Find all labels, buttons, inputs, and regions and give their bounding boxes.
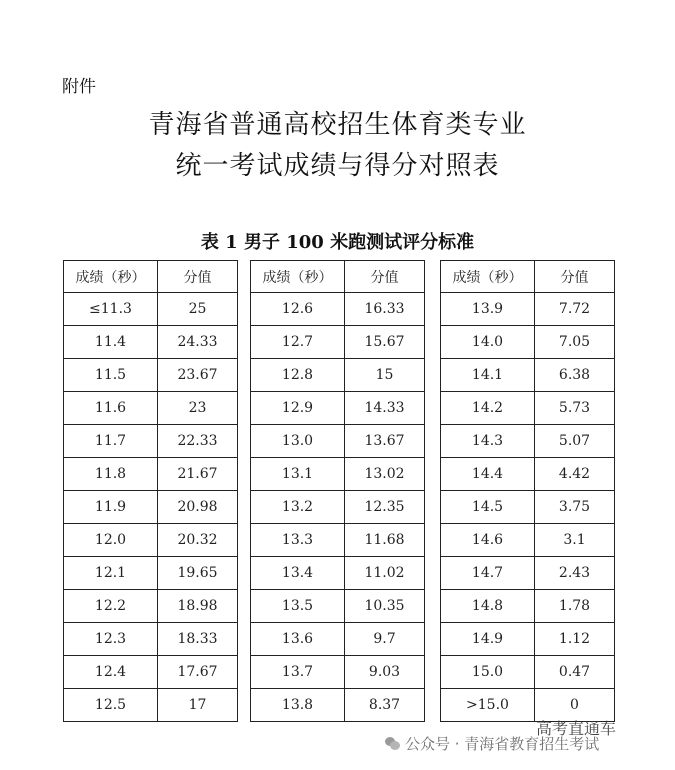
time-cell: 14.5 xyxy=(441,491,535,524)
time-cell: ≤11.3 xyxy=(64,293,158,326)
time-cell: 12.2 xyxy=(64,590,158,623)
table-row xyxy=(251,590,425,623)
score-cell: 1.12 xyxy=(535,623,615,656)
time-cell: 12.1 xyxy=(64,557,158,590)
table-row xyxy=(441,326,615,359)
score-table-part-2 xyxy=(250,260,425,722)
document-title-line2: 统一考试成绩与得分对照表 xyxy=(175,151,500,181)
score-table-part-1 xyxy=(63,260,238,722)
score-cell: 0.47 xyxy=(535,656,615,689)
score-cell: 23 xyxy=(158,392,238,425)
time-cell: 13.3 xyxy=(251,524,345,557)
score-cell: 22.33 xyxy=(158,425,238,458)
table-row xyxy=(64,590,238,623)
table-row xyxy=(251,623,425,656)
table-row xyxy=(64,326,238,359)
score-cell: 25 xyxy=(158,293,238,326)
time-cell: 13.6 xyxy=(251,623,345,656)
table-row xyxy=(441,425,615,458)
score-cell: 21.67 xyxy=(158,458,238,491)
table-row xyxy=(251,392,425,425)
score-cell: 8.37 xyxy=(345,689,425,722)
score-cell: 23.67 xyxy=(158,359,238,392)
time-cell: 14.7 xyxy=(441,557,535,590)
score-cell: 3.1 xyxy=(535,524,615,557)
time-cell: 14.3 xyxy=(441,425,535,458)
table-row xyxy=(441,491,615,524)
time-cell: 13.7 xyxy=(251,656,345,689)
time-cell: 12.0 xyxy=(64,524,158,557)
score-cell: 0 xyxy=(535,689,615,722)
score-cell: 15.67 xyxy=(345,326,425,359)
table-row xyxy=(64,689,238,722)
table-row xyxy=(251,293,425,326)
time-cell: 12.8 xyxy=(251,359,345,392)
header-time: 成绩（秒） xyxy=(64,261,158,293)
header-score: 分值 xyxy=(535,261,615,293)
score-cell: 9.7 xyxy=(345,623,425,656)
score-cell: 20.32 xyxy=(158,524,238,557)
table-row xyxy=(64,656,238,689)
time-cell: 13.0 xyxy=(251,425,345,458)
score-cell: 17.67 xyxy=(158,656,238,689)
score-cell: 12.35 xyxy=(345,491,425,524)
header-score: 分值 xyxy=(158,261,238,293)
table-header-row xyxy=(64,261,238,293)
time-cell: 12.9 xyxy=(251,392,345,425)
score-cell: 11.68 xyxy=(345,524,425,557)
header-time: 成绩（秒） xyxy=(251,261,345,293)
time-cell: 11.4 xyxy=(64,326,158,359)
table-row xyxy=(251,656,425,689)
table-row xyxy=(441,656,615,689)
table-row xyxy=(64,623,238,656)
score-cell: 4.42 xyxy=(535,458,615,491)
table-row xyxy=(251,425,425,458)
time-cell: 14.9 xyxy=(441,623,535,656)
watermark-text: 公众号 · 青海省教育招生考试 xyxy=(405,735,600,753)
score-cell: 3.75 xyxy=(535,491,615,524)
table-row xyxy=(251,689,425,722)
table-row xyxy=(64,359,238,392)
score-cell: 13.67 xyxy=(345,425,425,458)
score-cell: 10.35 xyxy=(345,590,425,623)
table-row xyxy=(64,392,238,425)
score-cell: 13.02 xyxy=(345,458,425,491)
time-cell: 12.7 xyxy=(251,326,345,359)
time-cell: 13.9 xyxy=(441,293,535,326)
table-row xyxy=(64,491,238,524)
score-cell: 6.38 xyxy=(535,359,615,392)
score-cell: 2.43 xyxy=(535,557,615,590)
time-cell: 11.6 xyxy=(64,392,158,425)
score-cell: 14.33 xyxy=(345,392,425,425)
document-title-line1: 青海省普通高校招生体育类专业 xyxy=(148,110,527,140)
table-row xyxy=(64,557,238,590)
score-cell: 19.65 xyxy=(158,557,238,590)
score-cell: 24.33 xyxy=(158,326,238,359)
table-row xyxy=(441,392,615,425)
table-row xyxy=(64,425,238,458)
score-cell: 15 xyxy=(345,359,425,392)
score-cell: 1.78 xyxy=(535,590,615,623)
table-row xyxy=(64,293,238,326)
score-cell: 9.03 xyxy=(345,656,425,689)
score-cell: 7.05 xyxy=(535,326,615,359)
table-row xyxy=(64,458,238,491)
wechat-icon xyxy=(385,737,401,751)
score-cell: 17 xyxy=(158,689,238,722)
score-cell: 11.02 xyxy=(345,557,425,590)
score-cell: 5.07 xyxy=(535,425,615,458)
table-row xyxy=(441,524,615,557)
score-cell: 16.33 xyxy=(345,293,425,326)
time-cell: 14.6 xyxy=(441,524,535,557)
table-caption: 表 1 男子 100 米跑测试评分标准 xyxy=(200,232,475,253)
time-cell: 14.1 xyxy=(441,359,535,392)
wechat-watermark xyxy=(385,733,599,754)
table-row xyxy=(251,326,425,359)
table-row xyxy=(251,458,425,491)
time-cell: 13.4 xyxy=(251,557,345,590)
table-row xyxy=(251,524,425,557)
table-row xyxy=(441,359,615,392)
time-cell: 12.6 xyxy=(251,293,345,326)
time-cell: >15.0 xyxy=(441,689,535,722)
score-cell: 5.73 xyxy=(535,392,615,425)
score-cell: 18.33 xyxy=(158,623,238,656)
time-cell: 12.3 xyxy=(64,623,158,656)
table-header-row xyxy=(441,261,615,293)
time-cell: 13.1 xyxy=(251,458,345,491)
time-cell: 13.2 xyxy=(251,491,345,524)
score-table-part-3 xyxy=(440,260,615,722)
time-cell: 14.2 xyxy=(441,392,535,425)
time-cell: 13.8 xyxy=(251,689,345,722)
header-time: 成绩（秒） xyxy=(441,261,535,293)
time-cell: 11.5 xyxy=(64,359,158,392)
brand-watermark: 高考直通车 xyxy=(536,719,617,738)
score-cell: 20.98 xyxy=(158,491,238,524)
time-cell: 14.8 xyxy=(441,590,535,623)
time-cell: 12.5 xyxy=(64,689,158,722)
time-cell: 11.7 xyxy=(64,425,158,458)
table-row xyxy=(251,359,425,392)
attachment-label: 附件 xyxy=(62,77,96,97)
time-cell: 15.0 xyxy=(441,656,535,689)
table-row xyxy=(64,524,238,557)
table-row xyxy=(441,590,615,623)
time-cell: 11.9 xyxy=(64,491,158,524)
table-header-row xyxy=(251,261,425,293)
score-cell: 18.98 xyxy=(158,590,238,623)
header-score: 分值 xyxy=(345,261,425,293)
table-row xyxy=(441,458,615,491)
time-cell: 14.4 xyxy=(441,458,535,491)
table-row xyxy=(441,557,615,590)
table-row xyxy=(251,557,425,590)
table-row xyxy=(251,491,425,524)
time-cell: 11.8 xyxy=(64,458,158,491)
table-row xyxy=(441,623,615,656)
score-cell: 7.72 xyxy=(535,293,615,326)
time-cell: 14.0 xyxy=(441,326,535,359)
time-cell: 13.5 xyxy=(251,590,345,623)
table-row xyxy=(441,293,615,326)
time-cell: 12.4 xyxy=(64,656,158,689)
